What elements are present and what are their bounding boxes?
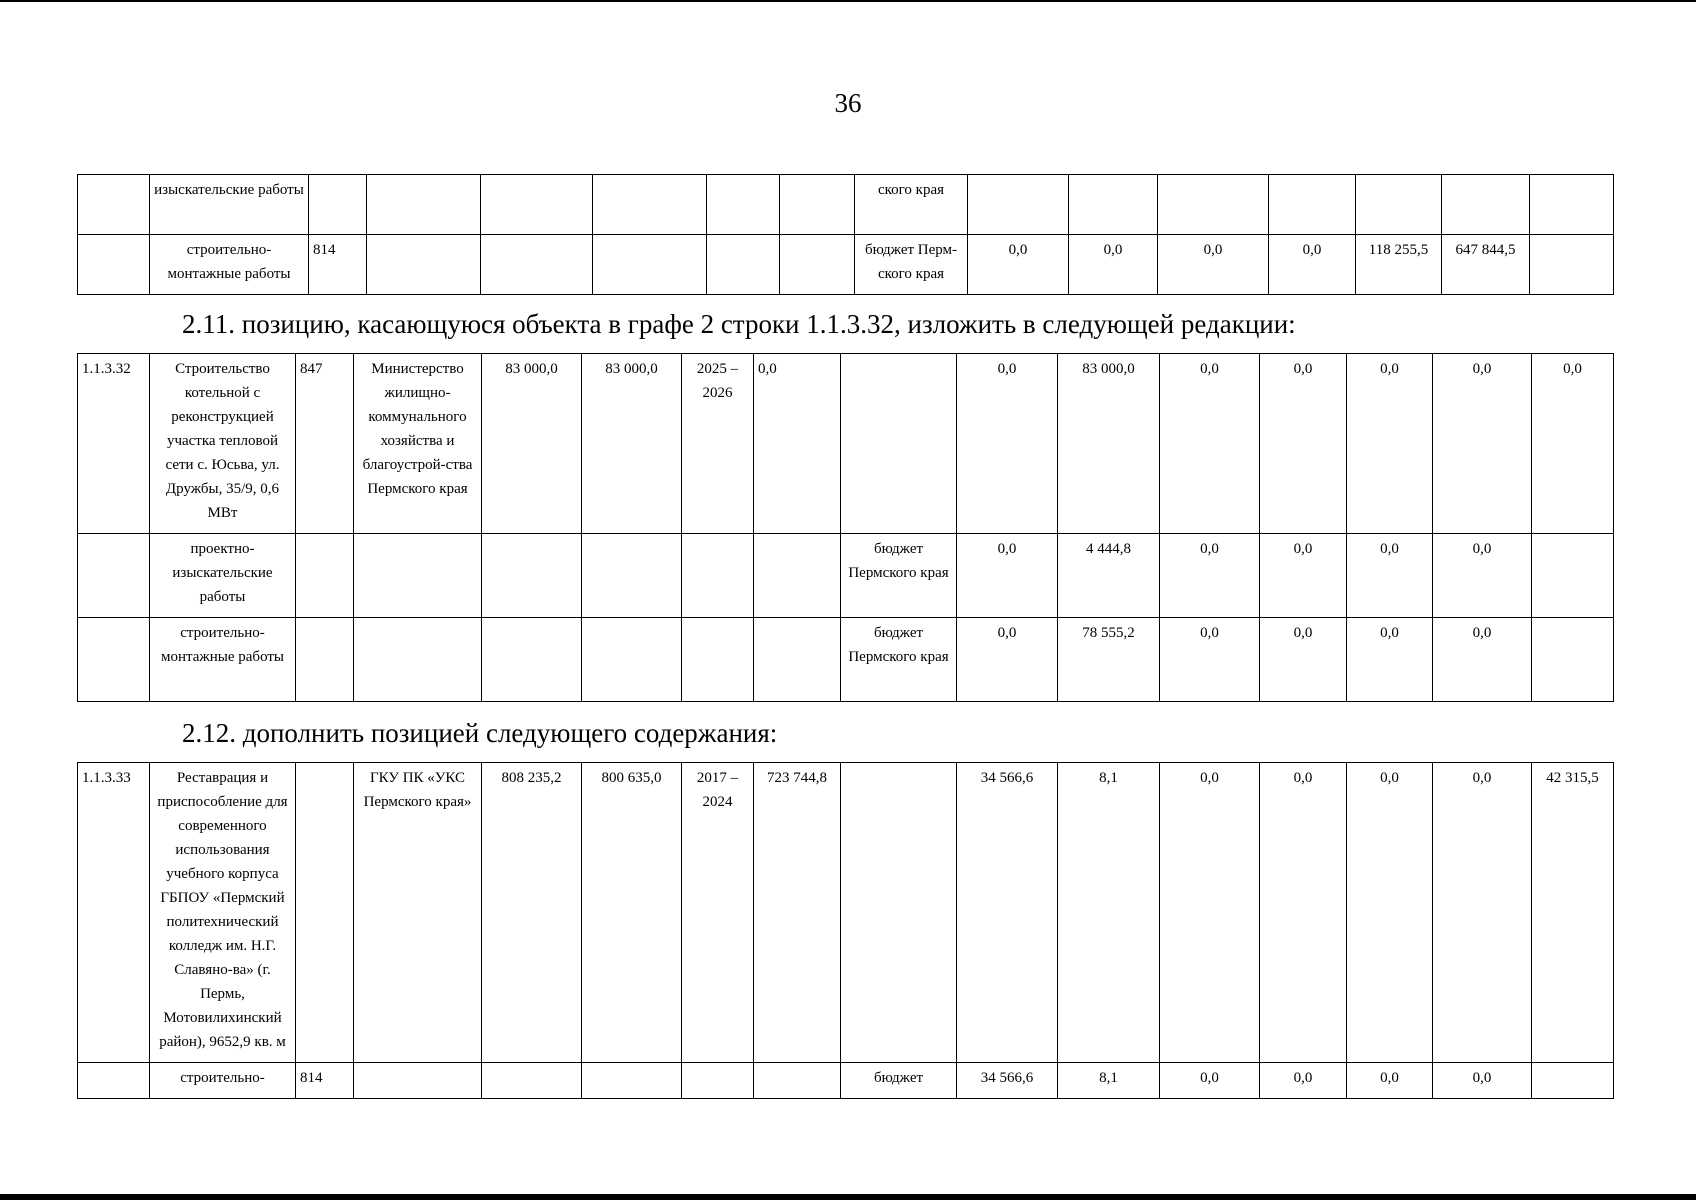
- cell-value: 808 235,2: [482, 763, 582, 1063]
- cell-source: [841, 354, 957, 534]
- cell-value: 4 444,8: [1058, 534, 1160, 618]
- cell-code: [296, 618, 354, 702]
- cell-value: [1069, 175, 1158, 235]
- cell-value: 0,0: [1160, 618, 1260, 702]
- cell-value: 34 566,6: [957, 763, 1058, 1063]
- cell-value: 118 255,5: [1356, 235, 1442, 295]
- cell-value: 0,0: [1347, 354, 1433, 534]
- cell-value: 0,0: [1433, 534, 1532, 618]
- cell-number: [78, 1063, 150, 1099]
- cell-value: 0,0: [1347, 1063, 1433, 1099]
- cell-value: 0,0: [1260, 354, 1347, 534]
- cell-value: 0,0: [1433, 763, 1532, 1063]
- cell-value: [481, 235, 593, 295]
- cell-code: [309, 175, 367, 235]
- cell-period: [682, 618, 754, 702]
- cell-value: 83 000,0: [482, 354, 582, 534]
- cell-value: [754, 618, 841, 702]
- cell-value: 0,0: [754, 354, 841, 534]
- cell-code: [296, 534, 354, 618]
- cell-value: [1158, 175, 1269, 235]
- cell-value: [481, 175, 593, 235]
- cell-value: 0,0: [1160, 763, 1260, 1063]
- cell-name: строительно-монтажные работы: [150, 618, 296, 702]
- cell-value: [1532, 534, 1614, 618]
- cell-value: 0,0: [1532, 354, 1614, 534]
- cell-value: [1530, 235, 1614, 295]
- cell-value: [482, 1063, 582, 1099]
- cell-value: 0,0: [1347, 618, 1433, 702]
- cell-value: 0,0: [1260, 763, 1347, 1063]
- section-heading-2-12: 2.12. дополнить позицией следующего содержания:: [182, 718, 778, 748]
- cell-value: [593, 235, 707, 295]
- table-row: [78, 763, 1614, 1063]
- cell-value: 0,0: [1347, 763, 1433, 1063]
- cell-code: 814: [296, 1063, 354, 1099]
- cell-period: [682, 1063, 754, 1099]
- cell-name: изыскательские работы: [150, 175, 309, 235]
- cell-value: [754, 534, 841, 618]
- table-row: [78, 534, 1614, 618]
- cell-number: [78, 175, 150, 235]
- cell-customer: [367, 175, 481, 235]
- cell-number: 1.1.3.33: [78, 763, 150, 1063]
- cell-name: Реставрация и приспособление для современного использования учебного корпуса ГБПОУ «Пермский политехнический колледж им. Н.Г. Славяно-ва» (г. Пермь, Мотовилихинский район), 9652,9 кв. м: [150, 763, 296, 1063]
- cell-value: [1532, 1063, 1614, 1099]
- cell-value: [780, 235, 855, 295]
- cell-value: 647 844,5: [1442, 235, 1530, 295]
- cell-value: [780, 175, 855, 235]
- cell-value: [482, 618, 582, 702]
- cell-value: 0,0: [1433, 354, 1532, 534]
- bottom-edge-rule: [0, 1194, 1696, 1200]
- cell-value: 34 566,6: [957, 1063, 1058, 1099]
- cell-source: бюджет Пермского края: [841, 534, 957, 618]
- cell-value: 723 744,8: [754, 763, 841, 1063]
- cell-value: 800 635,0: [582, 763, 682, 1063]
- cell-value: 0,0: [968, 235, 1069, 295]
- cell-value: [593, 175, 707, 235]
- table-row: [78, 175, 1614, 235]
- cell-code: [296, 763, 354, 1063]
- cell-value: [482, 534, 582, 618]
- cell-source: бюджет Пермского края: [841, 618, 957, 702]
- table-row: [78, 1063, 1614, 1099]
- cell-value: 0,0: [1069, 235, 1158, 295]
- cell-name: Строительство котельной с реконструкцией участка тепловой сети с. Юсьва, ул. Дружбы, 35/9, 0,6 МВт: [150, 354, 296, 534]
- cell-source: ского края: [855, 175, 968, 235]
- cell-value: 0,0: [957, 618, 1058, 702]
- cell-period: 2025 – 2026: [682, 354, 754, 534]
- cell-number: 1.1.3.32: [78, 354, 150, 534]
- cell-source: [841, 763, 957, 1063]
- table-row: [78, 354, 1614, 534]
- cell-value: [582, 1063, 682, 1099]
- top-edge-rule: [0, 0, 1696, 2]
- cell-value: 83 000,0: [582, 354, 682, 534]
- cell-value: 0,0: [1347, 534, 1433, 618]
- table-continuation: [77, 174, 1614, 295]
- cell-source: бюджет: [841, 1063, 957, 1099]
- section-heading-2-11: 2.11. позицию, касающуюся объекта в графе 2 строки 1.1.3.32, изложить в следующей редакции:: [182, 309, 1296, 339]
- cell-value: 0,0: [1269, 235, 1356, 295]
- cell-value: 0,0: [1158, 235, 1269, 295]
- cell-name: строительно-монтажные работы: [150, 235, 309, 295]
- cell-customer: ГКУ ПК «УКС Пермского края»: [354, 763, 482, 1063]
- cell-number: [78, 618, 150, 702]
- cell-value: 0,0: [1433, 1063, 1532, 1099]
- cell-period: [707, 175, 780, 235]
- cell-code: 847: [296, 354, 354, 534]
- cell-customer: [354, 1063, 482, 1099]
- table-row: [78, 235, 1614, 295]
- cell-value: 8,1: [1058, 763, 1160, 1063]
- cell-period: [682, 534, 754, 618]
- cell-period: 2017 – 2024: [682, 763, 754, 1063]
- cell-value: 42 315,5: [1532, 763, 1614, 1063]
- cell-value: 0,0: [1433, 618, 1532, 702]
- cell-value: 0,0: [1160, 354, 1260, 534]
- cell-value: [1532, 618, 1614, 702]
- table-2-12: [77, 762, 1614, 1099]
- cell-value: 0,0: [957, 534, 1058, 618]
- cell-customer: [354, 618, 482, 702]
- cell-value: 0,0: [957, 354, 1058, 534]
- cell-number: [78, 534, 150, 618]
- cell-value: [1442, 175, 1530, 235]
- cell-name: проектно-изыскательские работы: [150, 534, 296, 618]
- cell-source: бюджет Перм-ского края: [855, 235, 968, 295]
- cell-value: [968, 175, 1069, 235]
- cell-value: 0,0: [1260, 1063, 1347, 1099]
- cell-name: строительно-: [150, 1063, 296, 1099]
- table-row: [78, 618, 1614, 702]
- cell-value: 83 000,0: [1058, 354, 1160, 534]
- cell-value: [754, 1063, 841, 1099]
- cell-customer: [354, 534, 482, 618]
- cell-customer: [367, 235, 481, 295]
- cell-number: [78, 235, 150, 295]
- cell-value: [1356, 175, 1442, 235]
- cell-value: 0,0: [1160, 534, 1260, 618]
- cell-value: [1269, 175, 1356, 235]
- cell-customer: Министерство жилищно-коммунального хозяйства и благоустрой-ства Пермского края: [354, 354, 482, 534]
- cell-value: [1530, 175, 1614, 235]
- cell-value: [582, 618, 682, 702]
- page-number: 36: [834, 88, 862, 118]
- cell-code: 814: [309, 235, 367, 295]
- cell-value: 0,0: [1160, 1063, 1260, 1099]
- cell-value: 0,0: [1260, 618, 1347, 702]
- cell-value: 78 555,2: [1058, 618, 1160, 702]
- cell-value: 0,0: [1260, 534, 1347, 618]
- table-2-11: [77, 353, 1614, 702]
- cell-value: [582, 534, 682, 618]
- cell-period: [707, 235, 780, 295]
- cell-value: 8,1: [1058, 1063, 1160, 1099]
